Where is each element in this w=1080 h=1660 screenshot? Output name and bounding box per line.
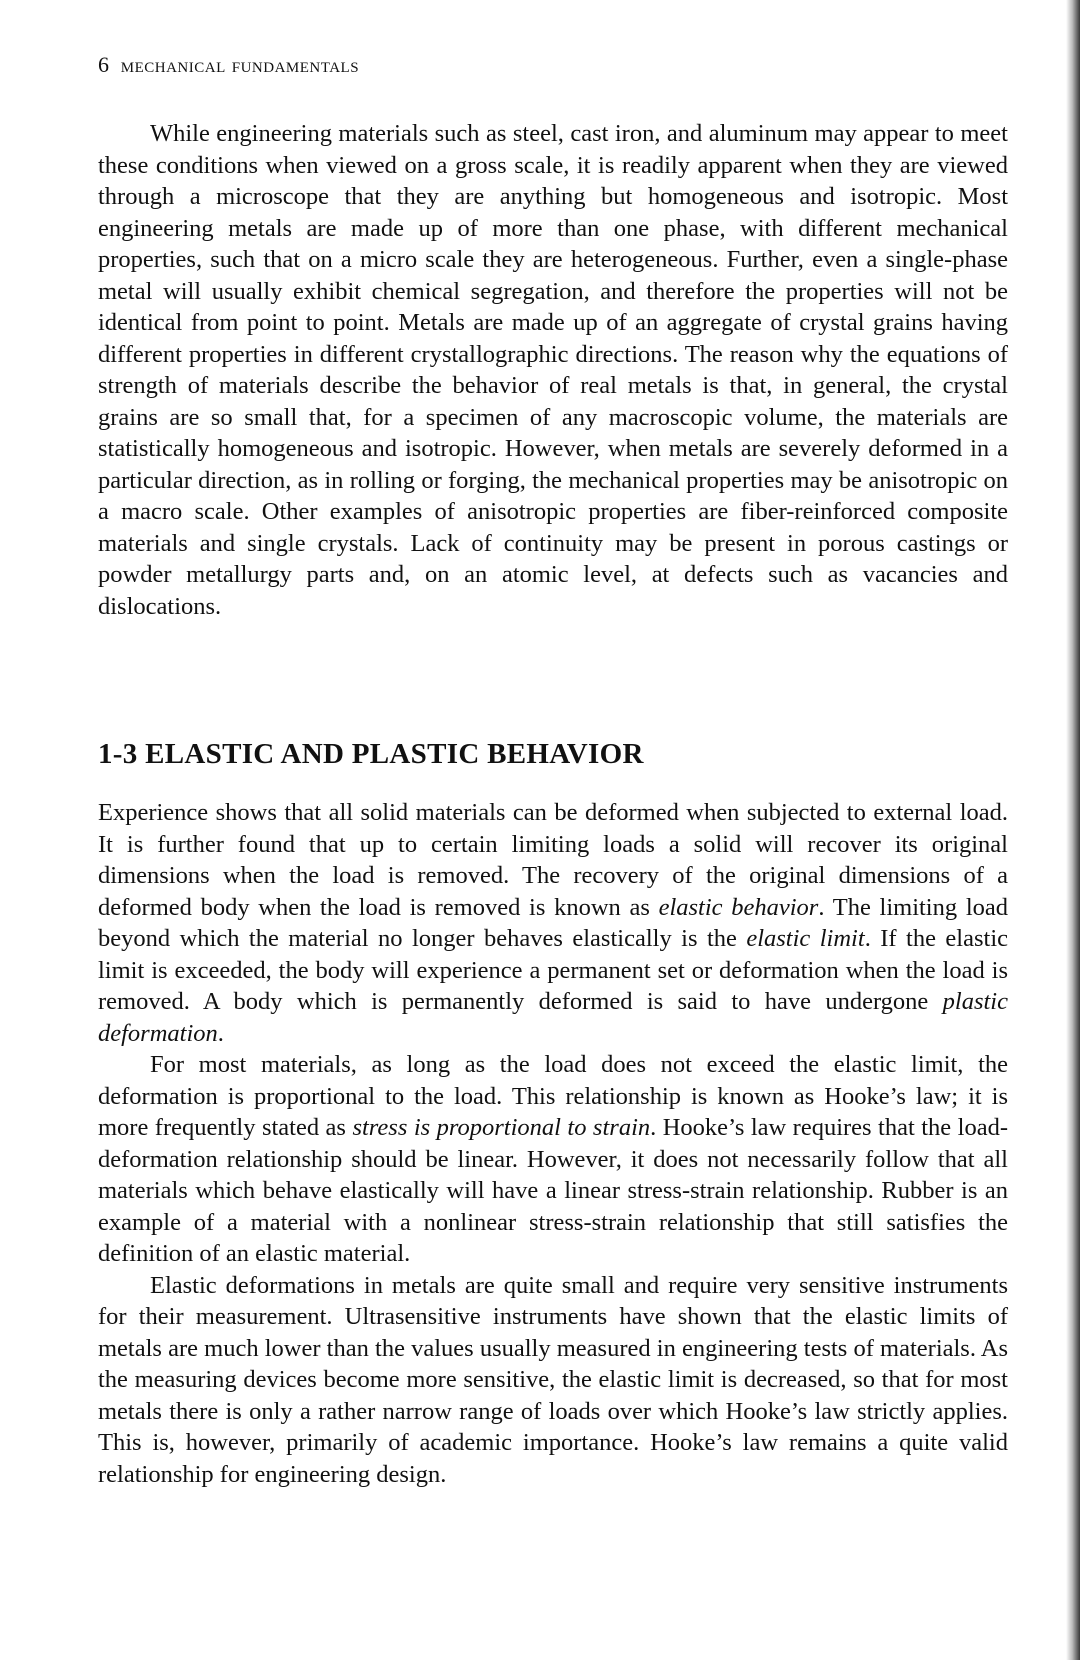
paragraph-elastic-deformations: Elastic deformations in metals are quite small and require very sensitive instruments for their measurement. Ultrasensitive instruments have shown that the elastic limits of metals are much lower than the values usually measured in engineering tests of materials. As the measuring devices become more sensitive, the elastic limit is decreased, so that for most metals there is only a rather narrow range of loads over which Hooke’s law strictly applies. This is, however, primarily of academic importance. Hooke’s law remains a quite valid relationship for engineering design. xyxy=(98,1271,1008,1488)
term-elastic-behavior: elastic behavior xyxy=(658,893,819,921)
opening-paragraph-block xyxy=(98,118,1008,622)
running-header xyxy=(98,52,359,80)
page-edge-shadow xyxy=(1066,0,1080,1660)
running-title: mechanical fundamentals xyxy=(120,52,360,77)
text-run: Experience shows that all solid materials can be deformed when subjected to external load. It is further found that up to certain limiting loads a solid will recover its original dimensions when the load is removed. The recovery of the original dimensions of a deformed body when the load is removed is known as xyxy=(98,799,1008,921)
paragraph-elastic-behavior xyxy=(98,797,1008,1049)
paragraph-materials-homogeneity: While engineering materials such as steel, cast iron, and aluminum may appear to meet these conditions when viewed on a gross scale, it is readily apparent when they are viewed through a microscope that they are anything but homogeneous and isotropic. Most engineering metals are made up of more than one phase, with different mechanical properties, such that on a micro scale they are heterogeneous. Further, even a single-phase metal will usually exhibit chemical segregation, and therefore the properties will not be identical from point to point. Metals are made up of an aggregate of crystal grains having different properties in different crystallographic directions. The reason why the equations of strength of materials describe the behavior of real metals is that, in general, the crystal grains are so small that, for a specimen of any macroscopic volume, the materials are statistically homogeneous and isotropic. However, when metals are severely deformed in a particular direction, as in rolling or forging, the mechanical properties may be anisotropic on a macro scale. Other examples of anisotropic properties are fiber-reinforced composite materials and single crystals. Lack of continuity may be present in porous castings or powder metallurgy parts and, on an atomic level, at defects such as vacancies and dislocations. xyxy=(98,120,1008,620)
section-heading: 1-3 ELASTIC AND PLASTIC BEHAVIOR xyxy=(98,738,644,770)
section-body xyxy=(98,797,1008,1490)
text-run: . Hooke’s law requires that the load-deformation relationship should be linear. However, it does not necessarily follow that all materials which behave elastically will have a linear stress-strain relationship. Rubber is an example of a material with a nonlinear stress-strain relationship that still satisfies the definition of an elastic material. xyxy=(98,1114,1008,1267)
term-plastic-deformation: plastic deformation xyxy=(98,988,1008,1047)
text-run: . xyxy=(217,1019,224,1047)
text-run: . The limiting load beyond which the material no longer behaves elastically is the xyxy=(98,893,1008,952)
text-run: For most materials, as long as the load does not exceed the elastic limit, the deformation is proportional to the load. This relationship is known as Hooke’s law; it is more frequently stated as xyxy=(98,1051,1008,1141)
term-elastic-limit: elastic limit xyxy=(746,925,865,952)
term-stress-proportional-strain: stress is proportional to strain xyxy=(352,1114,651,1141)
paragraph-hookes-law xyxy=(98,1049,1008,1270)
text-run: . If the elastic limit is exceeded, the body will experience a permanent set or deformation when the load is removed. A body which is permanently deformed is said to have undergone xyxy=(98,925,1009,1015)
page-number: 6 xyxy=(98,52,110,77)
